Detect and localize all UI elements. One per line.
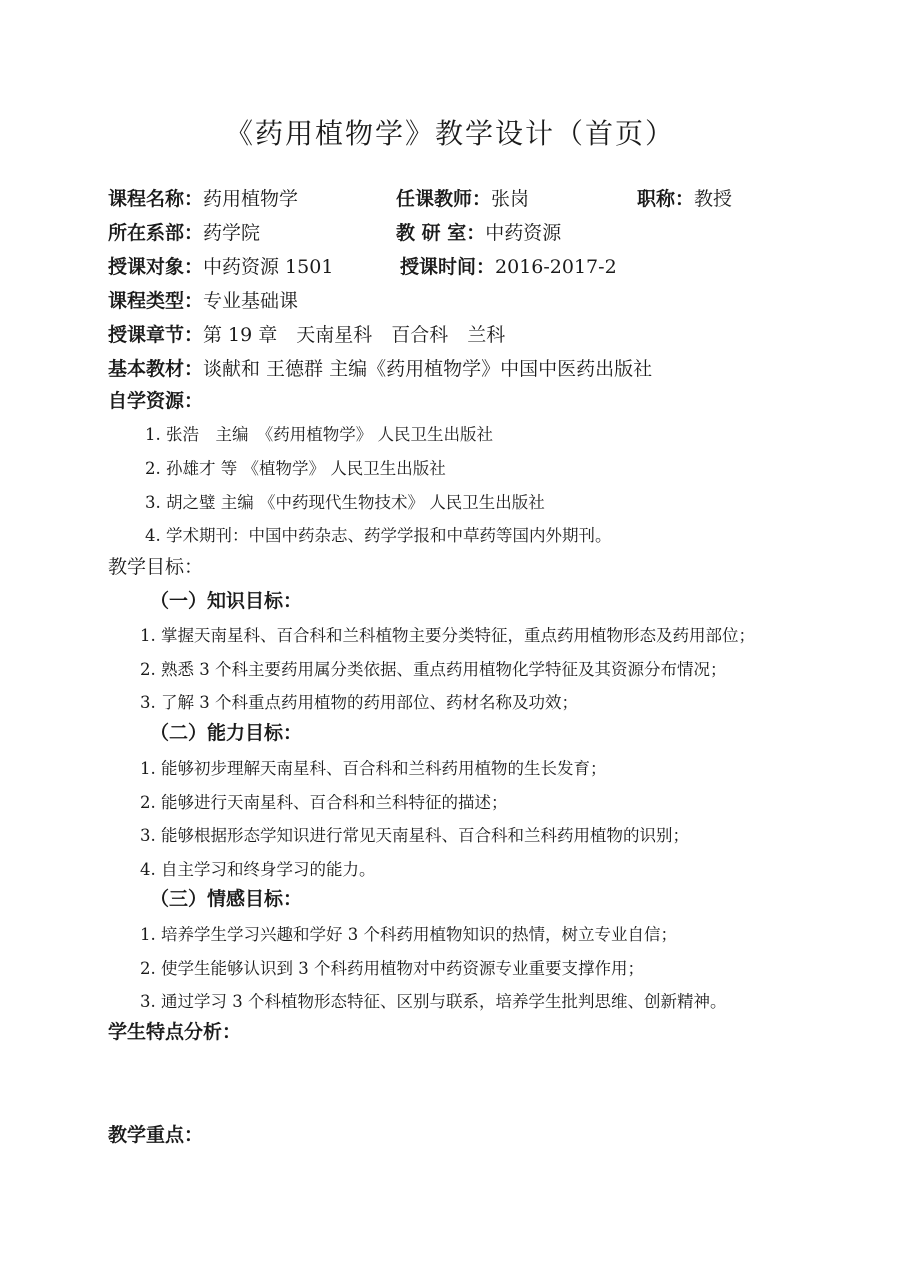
- course-name-label: 课程名称：: [108, 188, 204, 210]
- dept-value: 药学院: [203, 222, 261, 244]
- type-value: 专业基础课: [203, 290, 299, 312]
- key-points-heading: 教学重点：: [108, 1124, 204, 1146]
- type-row: [108, 286, 298, 316]
- resource-item-3: 3. 胡之璧 主编 《中药现代生物技术》 人民卫生出版社: [145, 493, 545, 512]
- knowledge-item-1: 1. 掌握天南星科、百合科和兰科植物主要分类特征，重点药用植物形态及药用部位；: [140, 626, 755, 645]
- office-row: [396, 218, 561, 248]
- textbook-value: 谈献和 王德群 主编《药用植物学》中国中医药出版社: [203, 358, 653, 380]
- student-analysis-heading: 学生特点分析：: [108, 1021, 242, 1043]
- time-value: 2016-2017-2: [495, 256, 617, 278]
- page-title: 《药用植物学》教学设计（首页）: [224, 117, 675, 150]
- chapter-label: 授课章节：: [108, 324, 204, 346]
- office-value: 中药资源: [485, 222, 562, 244]
- resource-item-1: 1. 张浩 主编 《药用植物学》 人民卫生出版社: [145, 425, 493, 444]
- target-row: [108, 252, 333, 282]
- target-label: 授课对象：: [108, 256, 204, 278]
- course-name-row: [108, 184, 298, 214]
- type-label: 课程类型：: [108, 290, 204, 312]
- rank-label: 职称：: [637, 188, 695, 210]
- resources-heading: 自学资源：: [108, 390, 204, 412]
- emotion-item-3: 3. 通过学习 3 个科植物形态特征、区别与联系，培养学生批判思维、创新精神。: [140, 992, 727, 1011]
- teacher-label: 任课教师：: [396, 188, 492, 210]
- office-label: 教 研 室：: [396, 222, 486, 244]
- target-value: 中药资源 1501: [203, 256, 334, 278]
- chapter-value: 第 19 章 天南星科 百合科 兰科: [203, 324, 506, 346]
- time-label: 授课时间：: [400, 256, 496, 278]
- emotion-heading: （三）情感目标：: [150, 888, 303, 910]
- dept-label: 所在系部：: [108, 222, 204, 244]
- resource-item-2: 2. 孙雄才 等 《植物学》 人民卫生出版社: [145, 459, 446, 478]
- emotion-item-1: 1. 培养学生学习兴趣和学好 3 个科药用植物知识的热情，树立专业自信；: [140, 925, 677, 944]
- ability-heading: （二）能力目标：: [150, 722, 303, 744]
- teacher-value: 张岗: [491, 188, 530, 210]
- dept-row: [108, 218, 260, 248]
- textbook-row: [108, 354, 652, 384]
- course-name-value: 药用植物学: [203, 188, 299, 210]
- ability-item-1: 1. 能够初步理解天南星科、百合科和兰科药用植物的生长发育；: [140, 759, 607, 778]
- emotion-item-2: 2. 使学生能够认识到 3 个科药用植物对中药资源专业重要支撑作用；: [140, 959, 644, 978]
- chapter-row: [108, 320, 505, 350]
- knowledge-heading: （一）知识目标：: [150, 590, 303, 612]
- resource-item-4: 4. 学术期刊：中国中药杂志、药学学报和中草药等国内外期刊。: [145, 526, 612, 545]
- textbook-label: 基本教材：: [108, 358, 204, 380]
- rank-row: [637, 184, 732, 214]
- rank-value: 教授: [694, 188, 733, 210]
- objectives-heading: 教学目标：: [108, 556, 204, 578]
- knowledge-item-2: 2. 熟悉 3 个科主要药用属分类依据、重点药用植物化学特征及其资源分布情况；: [140, 660, 727, 679]
- ability-item-4: 4. 自主学习和终身学习的能力。: [140, 860, 376, 879]
- ability-item-3: 3. 能够根据形态学知识进行常见天南星科、百合科和兰科药用植物的识别；: [140, 826, 689, 845]
- time-row: [400, 252, 617, 282]
- teacher-row: [396, 184, 529, 214]
- ability-item-2: 2. 能够进行天南星科、百合科和兰科特征的描述；: [140, 793, 508, 812]
- knowledge-item-3: 3. 了解 3 个科重点药用植物的药用部位、药材名称及功效；: [140, 693, 578, 712]
